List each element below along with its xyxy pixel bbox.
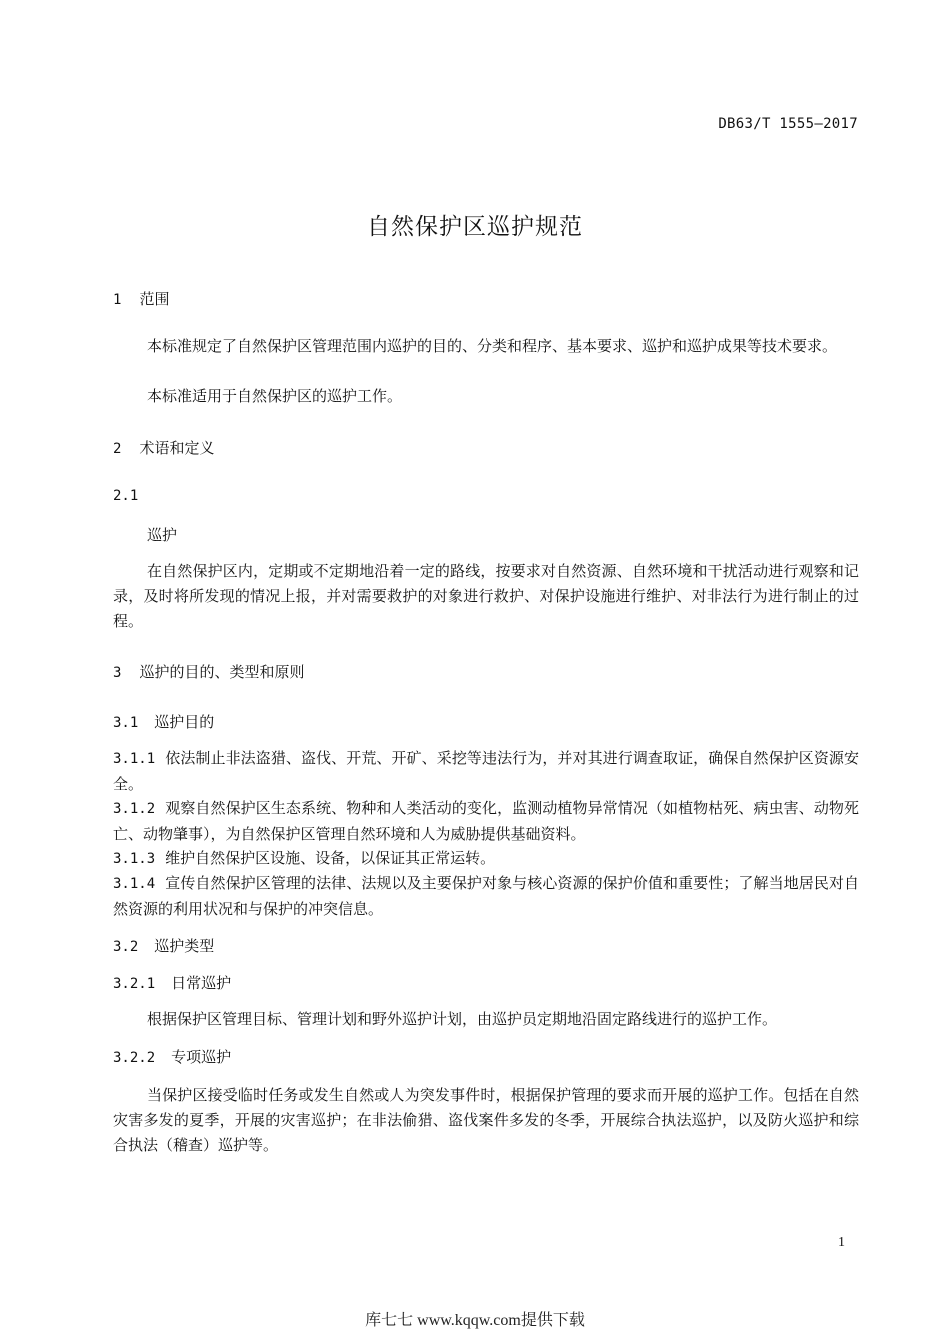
section-number: 3 <box>113 665 122 681</box>
clause-number: 3.1.3 <box>113 851 156 867</box>
section-label: 巡护的目的、类型和原则 <box>139 663 305 681</box>
clause-3-1-4 <box>113 871 859 922</box>
section-number: 2 <box>113 441 122 457</box>
term-name: 巡护 <box>147 526 178 544</box>
clause-3-1-1 <box>113 746 859 797</box>
section-label: 术语和定义 <box>139 439 215 457</box>
clause-number: 3.1.2 <box>113 801 156 817</box>
term-definition: 在自然保护区内，定期或不定期地沿着一定的路线，按要求对自然资源、自然环境和干扰活动进行观察和记录，及时将所发现的情况上报，并对需要救护的对象进行救护、对保护设施进行维护、对非法行为进行制止的过程。 <box>113 562 859 630</box>
section-2-heading <box>113 437 214 458</box>
document-title: 自然保护区巡护规范 <box>367 214 583 240</box>
clause-number: 3.1.4 <box>113 876 156 892</box>
paragraph: 本标准规定了自然保护区管理范围内巡护的目的、分类和程序、基本要求、巡护和巡护成果等技术要求。 <box>147 337 838 355</box>
section-3-2-1-heading <box>113 972 231 993</box>
clause-text: 维护自然保护区设施、设备，以保证其正常运转。 <box>165 849 496 867</box>
footer-watermark: 库七七 www.kqqw.com提供下载 <box>365 1312 585 1329</box>
section-number: 3.2.1 <box>113 976 156 992</box>
clause-3-1-3 <box>113 846 859 872</box>
standard-code: DB63/T 1555—2017 <box>718 116 858 132</box>
section-number: 3.2 <box>113 939 139 955</box>
section-number: 2.1 <box>113 488 139 504</box>
page-number: 1 <box>838 1235 845 1250</box>
section-number: 1 <box>113 292 122 308</box>
section-1-heading <box>113 288 169 309</box>
section-label: 专项巡护 <box>171 1048 232 1066</box>
section-3-2-heading <box>113 935 214 956</box>
paragraph: 本标准适用于自然保护区的巡护工作。 <box>147 387 403 405</box>
section-label: 巡护目的 <box>154 713 215 731</box>
clause-3-1-2 <box>113 796 859 847</box>
clause-text: 观察自然保护区生态系统、物种和人类活动的变化，监测动植物异常情况（如植物枯死、病虫害、动物死亡、动物肇事），为自然保护区管理自然环境和人为威胁提供基础资料。 <box>113 799 859 843</box>
clause-text: 宣传自然保护区管理的法律、法规以及主要保护对象与核心资源的保护价值和重要性；了解当地居民对自然资源的利用状况和与保护的冲突信息。 <box>113 874 859 918</box>
section-number: 3.1 <box>113 715 139 731</box>
section-label: 日常巡护 <box>171 974 232 992</box>
section-3-1-heading <box>113 711 214 732</box>
section-number: 3.2.2 <box>113 1050 156 1066</box>
section-3-2-2-heading <box>113 1046 231 1067</box>
paragraph: 根据保护区管理目标、管理计划和野外巡护计划，由巡护员定期地沿固定路线进行的巡护工作。 <box>147 1010 778 1028</box>
paragraph: 当保护区接受临时任务或发生自然或人为突发事件时，根据保护管理的要求而开展的巡护工作。包括在自然灾害多发的夏季，开展的灾害巡护；在非法偷猎、盗伐案件多发的冬季，开展综合执法巡护，以及防火巡护和综合执法（稽查）巡护等。 <box>113 1086 859 1154</box>
section-3-heading <box>113 661 304 682</box>
clause-number: 3.1.1 <box>113 751 156 767</box>
clause-text: 依法制止非法盗猎、盗伐、开荒、开矿、采挖等违法行为，并对其进行调查取证，确保自然保护区资源安全。 <box>113 749 859 793</box>
section-2-1-number <box>113 486 138 504</box>
section-label: 巡护类型 <box>154 937 215 955</box>
section-label: 范围 <box>139 290 170 308</box>
